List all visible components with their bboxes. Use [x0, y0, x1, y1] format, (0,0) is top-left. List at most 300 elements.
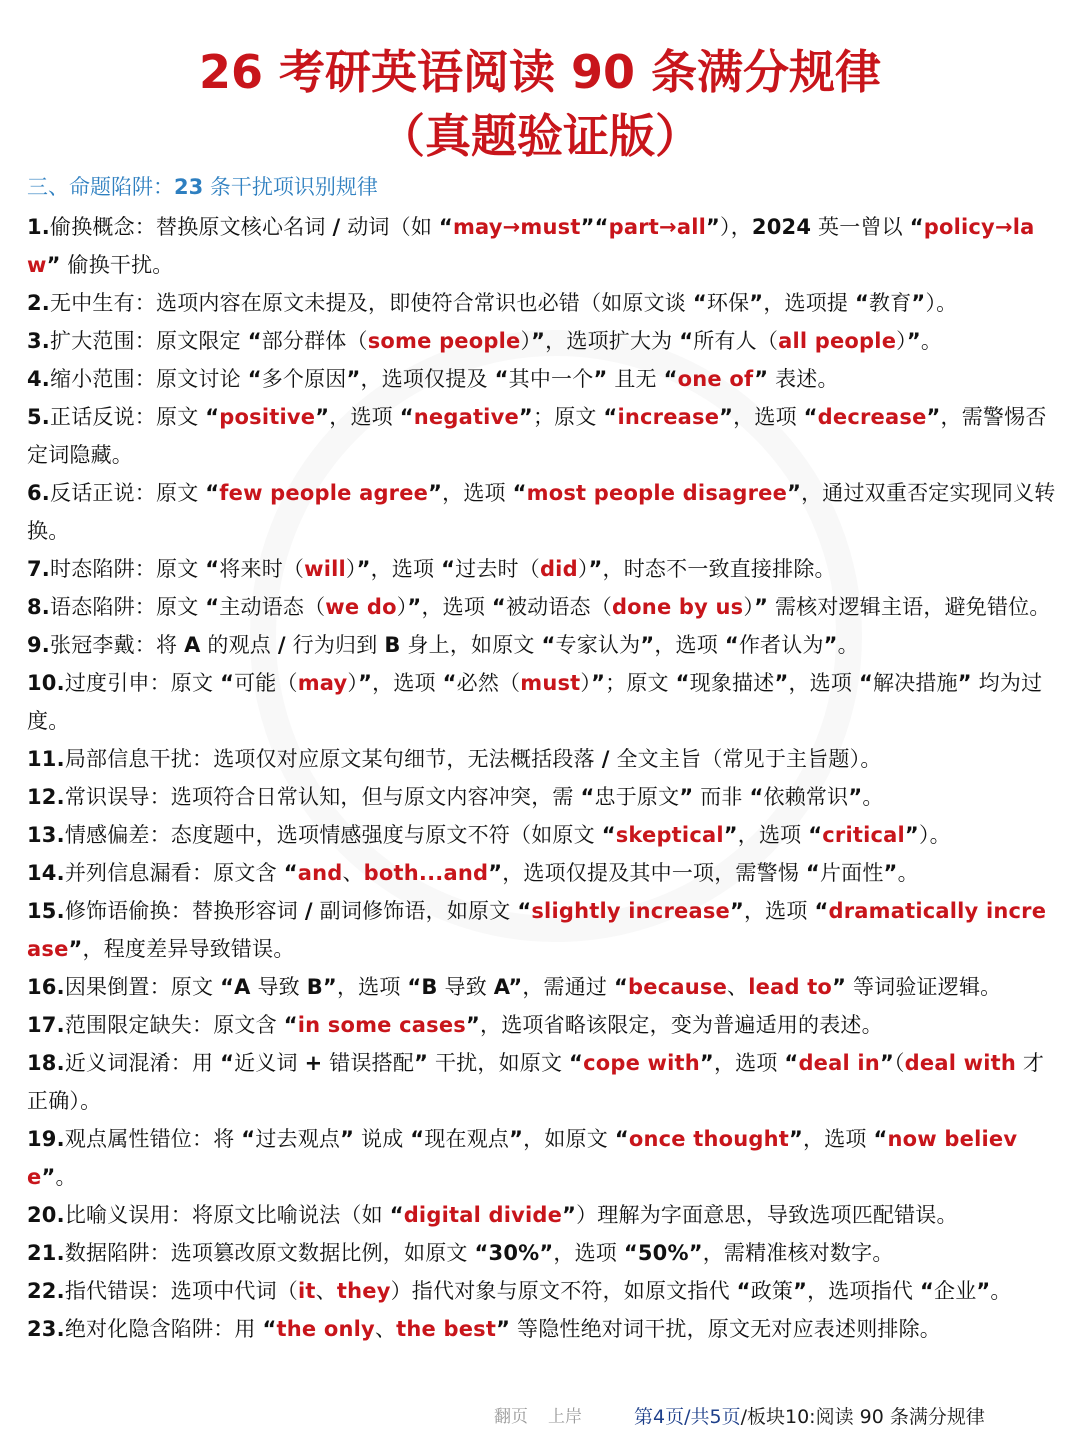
- rule-keyword: done by us: [611, 595, 744, 619]
- rule-emphasis: ”: [879, 1051, 894, 1075]
- rule-text: 张冠李戴：将: [50, 633, 185, 657]
- rule-item: [27, 968, 1057, 1006]
- rule-text: ，选项仅提及其中一项，需警惕: [502, 861, 806, 885]
- rule-emphasis: ”: [787, 481, 802, 505]
- rule-emphasis: “: [541, 633, 556, 657]
- rule-text: 缩小范围：原文讨论: [50, 367, 248, 391]
- rule-keyword: positive: [219, 405, 316, 429]
- footer-flip-label[interactable]: 翻页: [494, 1407, 528, 1427]
- rule-keyword: they: [336, 1279, 391, 1303]
- rule-text: 局部信息干扰：选项仅对应原文某句细节，无法概括段落: [64, 747, 602, 771]
- rule-emphasis: “: [494, 367, 509, 391]
- rule-emphasis: “30%”: [474, 1241, 554, 1265]
- section-heading-count: 23: [174, 175, 204, 199]
- rule-emphasis: “B: [407, 975, 438, 999]
- rule-emphasis: “: [247, 329, 262, 353]
- rule-keyword: slightly increase: [531, 899, 730, 923]
- rule-text: 范围限定缺失：原文含: [64, 1013, 284, 1037]
- rule-keyword: must: [520, 671, 581, 695]
- rule-keyword: increase: [617, 405, 720, 429]
- rule-item: [27, 892, 1057, 968]
- rule-emphasis: /: [304, 899, 313, 923]
- rule-emphasis: “: [724, 633, 739, 657]
- rule-item: [27, 740, 1057, 778]
- rule-list: [27, 208, 1057, 1348]
- rule-number: 1.: [27, 215, 50, 239]
- rule-emphasis: ”: [723, 823, 738, 847]
- rule-emphasis: ”: [346, 367, 361, 391]
- rule-emphasis: “: [580, 785, 595, 809]
- rule-emphasis: “: [663, 367, 678, 391]
- rule-emphasis: “: [569, 1051, 584, 1075]
- rule-emphasis: ”: [488, 861, 503, 885]
- rule-emphasis: “A: [220, 975, 251, 999]
- rule-emphasis: “: [205, 595, 220, 619]
- rule-text: 将来时（: [219, 557, 305, 581]
- rule-text: 过度引申：原文: [64, 671, 221, 695]
- rule-item: [27, 474, 1057, 550]
- rule-emphasis: ”: [679, 785, 694, 809]
- rule-text: 比喻义误用：将原文比喻说法（如: [64, 1203, 390, 1227]
- rule-emphasis: “: [873, 1127, 888, 1151]
- rule-emphasis: ”: [719, 405, 734, 429]
- rule-text: 英一曾以: [811, 215, 910, 239]
- rule-emphasis: ”: [407, 595, 422, 619]
- rule-emphasis: “: [614, 1127, 629, 1151]
- rule-keyword: will: [304, 557, 346, 581]
- rule-text: 、: [727, 975, 749, 999]
- rule-emphasis: “: [389, 1203, 404, 1227]
- rule-text: ）指代对象与原文不符，如原文指代: [390, 1279, 737, 1303]
- footer-up-label: 上岸: [548, 1407, 582, 1427]
- rule-text: 因果倒置：原文: [64, 975, 221, 999]
- section-heading: [27, 172, 378, 202]
- rule-text: 。: [837, 633, 859, 657]
- rule-text: 需核对逻辑主语，避免错位。: [768, 595, 1051, 619]
- rule-text: 情感偏差：态度题中，选项情感强度与原文不符（如原文: [64, 823, 602, 847]
- rule-text: 均为过度。: [27, 671, 1043, 733]
- rule-emphasis: “: [283, 861, 298, 885]
- rule-text: ，需精准核对数字。: [702, 1241, 894, 1265]
- rule-text: ，选项: [421, 595, 492, 619]
- rule-emphasis: ”: [976, 1279, 991, 1303]
- rule-text: ）理解为字面意思，导致选项匹配错误。: [576, 1203, 958, 1227]
- rule-text: ，通过双重否定实现同义转换。: [27, 481, 1056, 543]
- rule-emphasis: ”: [789, 1127, 804, 1151]
- rule-text: 、: [374, 1317, 397, 1341]
- rule-number: 8.: [27, 595, 50, 619]
- footer-separator: /: [740, 1406, 747, 1428]
- rule-text: ，选项: [336, 975, 408, 999]
- rule-emphasis: “: [909, 215, 924, 239]
- rule-text: 副词修饰语，如原文: [312, 899, 518, 923]
- rule-emphasis: ”: [749, 291, 764, 315]
- rule-number: 5.: [27, 405, 50, 429]
- rule-text: 说成: [354, 1127, 411, 1151]
- rule-item: [27, 1044, 1057, 1120]
- rule-number: 4.: [27, 367, 50, 391]
- rule-text: 忠于原文: [594, 785, 680, 809]
- rule-keyword: dramatically increase: [27, 899, 1047, 961]
- rule-number: 18.: [27, 1051, 65, 1075]
- rule-emphasis: “: [442, 671, 457, 695]
- rule-keyword: skeptical: [615, 823, 724, 847]
- rule-number: 9.: [27, 633, 50, 657]
- rule-emphasis: “: [858, 671, 873, 695]
- rule-emphasis: ”: [832, 975, 847, 999]
- rule-text: ）。: [918, 823, 951, 847]
- rule-text: 扩大范围：原文限定: [50, 329, 248, 353]
- rule-text: ，选项仅提及: [360, 367, 495, 391]
- rule-emphasis: “: [220, 1051, 235, 1075]
- rule-keyword: some people: [367, 329, 521, 353]
- rule-emphasis: A: [184, 633, 201, 657]
- rule-emphasis: ”: [754, 367, 769, 391]
- rule-keyword: one of: [677, 367, 755, 391]
- rule-text: 才正确）。: [27, 1051, 1045, 1113]
- rule-text: ，选项: [553, 1241, 624, 1265]
- rule-item: [27, 816, 1057, 854]
- rule-number: 19.: [27, 1127, 65, 1151]
- rule-text: ）: [347, 671, 359, 695]
- rule-emphasis: ”: [754, 595, 769, 619]
- rule-keyword: in some cases: [297, 1013, 466, 1037]
- rule-text: ），: [720, 215, 752, 239]
- section-heading-suffix: 条干扰项识别规律: [203, 175, 378, 199]
- rule-number: 17.: [27, 1013, 65, 1037]
- footer-block-title: 板块10:阅读 90 条满分规律: [747, 1406, 985, 1428]
- rule-item: [27, 626, 1057, 664]
- rule-text: 解决措施: [872, 671, 958, 695]
- rule-text: 指代错误：选项中代词（: [64, 1279, 299, 1303]
- rule-keyword: few people agree: [219, 481, 429, 505]
- rule-keyword: digital divide: [403, 1203, 563, 1227]
- rule-text: 而非: [693, 785, 750, 809]
- rule-text: ）。: [925, 291, 958, 315]
- rule-keyword: did: [539, 557, 578, 581]
- rule-text: ，选项: [713, 1051, 785, 1075]
- rule-emphasis: “: [241, 1127, 256, 1151]
- rule-number: 22.: [27, 1279, 65, 1303]
- rule-emphasis: ”: [466, 1013, 481, 1037]
- rule-keyword: most people disagree: [526, 481, 788, 505]
- rule-text: 绝对化隐含陷阱：用: [64, 1317, 263, 1341]
- rule-emphasis: “: [438, 215, 453, 239]
- rule-text: 并列信息漏看：原文含: [64, 861, 284, 885]
- rule-emphasis: ”: [699, 1051, 714, 1075]
- rule-emphasis: ”“: [580, 215, 609, 239]
- rule-emphasis: /: [277, 633, 286, 657]
- rule-text: ，选项: [743, 899, 815, 923]
- rule-keyword: because: [628, 975, 728, 999]
- rule-text: 主动语态（: [219, 595, 326, 619]
- rule-text: 、: [315, 1279, 337, 1303]
- rule-emphasis: ”: [926, 405, 941, 429]
- rule-text: ）: [345, 557, 357, 581]
- rule-text: ，需警惕否定词隐藏。: [27, 405, 1047, 467]
- rule-emphasis: “: [262, 1317, 277, 1341]
- rule-keyword: both...and: [363, 861, 489, 885]
- rule-item: [27, 398, 1057, 474]
- rule-text: 常识误导：选项符合日常认知，但与原文内容冲突，需: [64, 785, 581, 809]
- rule-emphasis: ”: [883, 861, 898, 885]
- rule-emphasis: ”: [41, 1165, 56, 1189]
- rule-emphasis: ”: [562, 1203, 577, 1227]
- rule-emphasis: A”: [493, 975, 523, 999]
- rule-emphasis: ”: [509, 1127, 524, 1151]
- rule-item: [27, 1310, 1057, 1348]
- rule-text: 干扰，如原文: [428, 1051, 570, 1075]
- rule-item: [27, 360, 1057, 398]
- rule-text: ）: [743, 595, 755, 619]
- rule-emphasis: ”: [591, 671, 606, 695]
- rule-emphasis: “: [614, 975, 629, 999]
- rule-number: 7.: [27, 557, 50, 581]
- rule-emphasis: ”: [729, 899, 744, 923]
- rule-text: 片面性: [819, 861, 884, 885]
- rule-emphasis: B: [384, 633, 401, 657]
- rule-text: ，选项提: [763, 291, 855, 315]
- rule-text: 反话正说：原文: [50, 481, 206, 505]
- rule-number: 14.: [27, 861, 65, 885]
- rule-item: [27, 1120, 1057, 1196]
- rule-text: 环保: [706, 291, 750, 315]
- rule-keyword: it: [298, 1279, 316, 1303]
- rule-text: 。: [897, 861, 919, 885]
- rule-text: 专家认为: [555, 633, 641, 657]
- rule-number: 20.: [27, 1203, 65, 1227]
- rule-text: 。: [920, 329, 943, 353]
- rule-text: 修饰语偷换：替换形容词: [64, 899, 305, 923]
- rule-number: 23.: [27, 1317, 65, 1341]
- rule-text: ）: [896, 329, 907, 353]
- rule-item: [27, 284, 1057, 322]
- rule-text: ，如原文: [523, 1127, 615, 1151]
- rule-emphasis: “: [692, 291, 707, 315]
- rule-text: ，选项: [737, 823, 809, 847]
- rule-text: ，选项: [329, 405, 400, 429]
- rule-text: 部分群体（: [261, 329, 368, 353]
- rule-keyword: deal with: [904, 1051, 1017, 1075]
- rule-text: 身上，如原文: [400, 633, 542, 657]
- rule-keyword: now believe: [27, 1127, 1018, 1189]
- rule-text: 过去时（: [455, 557, 540, 581]
- rule-text: 时态陷阱：原文: [50, 557, 206, 581]
- rule-text: 近义词: [234, 1051, 305, 1075]
- rule-text: ，需通过: [522, 975, 615, 999]
- rule-number: 12.: [27, 785, 65, 809]
- rule-text: 数据陷阱：选项篡改原文数据比例，如原文: [64, 1241, 475, 1265]
- footer: [0, 1402, 1080, 1432]
- rule-number: 15.: [27, 899, 65, 923]
- rule-item: [27, 208, 1057, 284]
- rule-text: 被动语态（: [505, 595, 612, 619]
- rule-keyword: may: [297, 671, 348, 695]
- rule-text: 全文主旨（常见于主旨题）。: [609, 747, 882, 771]
- rule-emphasis: ”: [904, 823, 919, 847]
- rule-emphasis: ”: [848, 785, 863, 809]
- rule-number: 11.: [27, 747, 65, 771]
- rule-text: 必然（: [456, 671, 521, 695]
- rule-text: 现在观点: [424, 1127, 510, 1151]
- rule-text: ）: [577, 557, 589, 581]
- rule-emphasis: “: [784, 1051, 799, 1075]
- rule-text: ，选项扩大为: [545, 329, 680, 353]
- rule-emphasis: “: [283, 1013, 298, 1037]
- rule-text: 等隐性绝对词干扰，原文无对应表述则排除。: [510, 1317, 941, 1341]
- rule-emphasis: “: [679, 329, 694, 353]
- rule-emphasis: “: [517, 899, 532, 923]
- rule-number: 2.: [27, 291, 50, 315]
- rule-number: 16.: [27, 975, 65, 999]
- rule-emphasis: “: [749, 785, 764, 809]
- rule-keyword: we do: [325, 595, 397, 619]
- rule-number: 6.: [27, 481, 50, 505]
- rule-emphasis: “: [803, 405, 818, 429]
- rule-emphasis: “: [601, 823, 616, 847]
- rule-text: ，选项: [372, 671, 443, 695]
- rule-emphasis: +: [304, 1051, 323, 1075]
- rule-emphasis: “: [603, 405, 618, 429]
- rule-emphasis: “: [441, 557, 456, 581]
- rule-text: 现象描述: [689, 671, 775, 695]
- rule-text: ，选项: [654, 633, 725, 657]
- rule-text: 、: [342, 861, 364, 885]
- rule-text: ，选项: [370, 557, 442, 581]
- rule-text: 教育: [869, 291, 912, 315]
- rule-keyword: lead to: [748, 975, 833, 999]
- footer-page-info: [634, 1402, 985, 1432]
- rule-text: 多个原因: [261, 367, 347, 391]
- rule-emphasis: 2024: [751, 215, 812, 239]
- rule-text: 导致: [437, 975, 494, 999]
- rule-text: 行为归到: [285, 633, 385, 657]
- rule-emphasis: “: [736, 1279, 751, 1303]
- rule-emphasis: ”: [906, 329, 921, 353]
- rule-emphasis: /: [601, 747, 610, 771]
- rule-item: [27, 550, 1057, 588]
- rule-text: 正话反说：原文: [50, 405, 206, 429]
- rule-text: ，时态不一致直接排除。: [602, 557, 836, 581]
- rule-text: 等词验证逻辑。: [846, 975, 1002, 999]
- rule-keyword: critical: [822, 823, 905, 847]
- rule-emphasis: ”: [414, 1051, 429, 1075]
- rule-emphasis: “: [675, 671, 690, 695]
- rule-text: 表述。: [768, 367, 839, 391]
- rule-keyword: the only: [276, 1317, 375, 1341]
- rule-emphasis: ”: [793, 1279, 808, 1303]
- rule-emphasis: “: [808, 823, 823, 847]
- rule-text: ）: [520, 329, 532, 353]
- rule-text: 导致: [250, 975, 307, 999]
- rule-keyword: the best: [396, 1317, 497, 1341]
- rule-text: 。: [862, 785, 884, 809]
- section-heading-prefix: 三、命题陷阱：: [27, 175, 174, 199]
- rule-text: ，选项指代: [807, 1279, 920, 1303]
- rule-keyword: policy→law: [27, 215, 1035, 277]
- rule-text: 的观点: [200, 633, 278, 657]
- rule-emphasis: ”: [706, 215, 721, 239]
- rule-number: 13.: [27, 823, 65, 847]
- rule-emphasis: ”: [774, 671, 789, 695]
- title-line-2: （真题验证版）: [379, 109, 701, 163]
- rule-emphasis: ”: [358, 671, 373, 695]
- rule-text: 动词（如: [340, 215, 439, 239]
- rule-emphasis: “: [410, 1127, 425, 1151]
- rule-text: ，选项: [788, 671, 859, 695]
- rule-keyword: deal in: [798, 1051, 880, 1075]
- rule-text: ，选项: [803, 1127, 874, 1151]
- rule-keyword: decrease: [817, 405, 927, 429]
- rule-emphasis: ”: [957, 671, 972, 695]
- rule-text: 偷换干扰。: [60, 253, 174, 277]
- rule-text: 近义词混淆：用: [64, 1051, 221, 1075]
- rule-number: 3.: [27, 329, 50, 353]
- rule-emphasis: “: [919, 1279, 934, 1303]
- rule-text: ，程度差异导致错误。: [82, 937, 295, 961]
- rule-emphasis: ”: [428, 481, 443, 505]
- rule-emphasis: ”: [593, 367, 608, 391]
- rule-emphasis: “: [814, 899, 829, 923]
- rule-text: 依赖常识: [763, 785, 849, 809]
- rule-emphasis: “: [512, 481, 527, 505]
- rule-text: 无中生有：选项内容在原文未提及，即使符合常识也必错（如原文谈: [50, 291, 693, 315]
- rule-emphasis: “: [205, 481, 220, 505]
- rule-keyword: cope with: [583, 1051, 700, 1075]
- rule-emphasis: /: [332, 215, 341, 239]
- rule-emphasis: ”: [340, 1127, 355, 1151]
- rule-emphasis: “: [855, 291, 870, 315]
- rule-item: [27, 664, 1057, 740]
- rule-emphasis: ”: [518, 405, 533, 429]
- rule-text: 所有人（: [693, 329, 779, 353]
- rule-number: 21.: [27, 1241, 65, 1265]
- rule-text: 错误搭配: [322, 1051, 415, 1075]
- rule-keyword: and: [297, 861, 343, 885]
- rule-emphasis: “: [205, 557, 220, 581]
- rule-text: 偷换概念：替换原文核心名词: [50, 215, 333, 239]
- rule-emphasis: ”: [640, 633, 655, 657]
- rule-keyword: all people: [778, 329, 897, 353]
- rule-emphasis: ”: [823, 633, 838, 657]
- footer-page-number: 第4页/共5页: [634, 1406, 741, 1428]
- rule-item: [27, 588, 1057, 626]
- rule-item: [27, 778, 1057, 816]
- rule-emphasis: ”: [911, 291, 926, 315]
- rule-emphasis: B”: [306, 975, 337, 999]
- rule-emphasis: ”: [496, 1317, 511, 1341]
- rule-text: 观点属性错位：将: [64, 1127, 242, 1151]
- rule-item: [27, 1272, 1057, 1310]
- rule-item: [27, 1006, 1057, 1044]
- rule-text: 其中一个: [508, 367, 594, 391]
- rule-text: ；原文: [605, 671, 676, 695]
- rule-emphasis: “50%”: [623, 1241, 703, 1265]
- rule-keyword: part→all: [608, 215, 706, 239]
- rule-emphasis: “: [491, 595, 506, 619]
- rule-text: 。: [990, 1279, 1012, 1303]
- rule-text: （: [893, 1051, 905, 1075]
- rule-emphasis: “: [805, 861, 820, 885]
- rule-item: [27, 322, 1057, 360]
- rule-emphasis: ”: [588, 557, 603, 581]
- rule-keyword: may→must: [452, 215, 581, 239]
- rule-item: [27, 1234, 1057, 1272]
- rule-keyword: once thought: [628, 1127, 790, 1151]
- rule-text: 语态陷阱：原文: [50, 595, 206, 619]
- rule-emphasis: ”: [46, 253, 61, 277]
- rule-text: ）: [580, 671, 592, 695]
